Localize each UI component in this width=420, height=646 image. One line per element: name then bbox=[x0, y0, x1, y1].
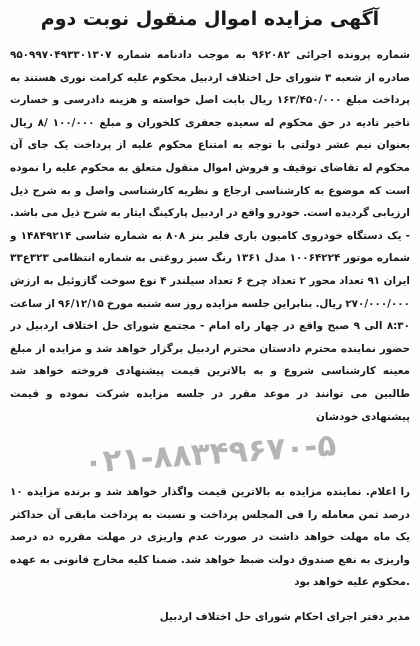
notice-body-main: شماره پرونده اجرائی ۹۶۲۰۸۲ به موجب دادنامه شماره ۹۵۰۹۹۷۰۴۹۳۳۰۱۳۰۷ صادره از شعبه ۳ شورای حل اختلاف اردبیل محکوم علیه کرامت نوری هستند به پرداخت مبلغ ۱۶۳/۴۵۰/۰۰۰ ریال بابت اصل خواسته و هزینه دادرسی و خسارت تاخیر تادیه در حق محکوم له سعیده جعفری کلخوران و مبلغ ۱۰۰/۰۰۰ /۸ ریال بعنوان نیم عشر دولتی با توجه به امتناع محکوم علیه از پرداخت یک جای آن محکوم له تقاضای توقیف و فروش اموال منقول متعلق به محکوم علیه را نموده است که موضوع به کارشناسی ارجاع و نظریه کارشناسی واصل و به شرح ذیل ارزیابی گردیده است. خودرو واقع در اردبیل پارکینگ ایثار به شرح ذیل می باشد. - یک دستگاه خودروی کامیون باری فلیر بنز ۸۰۸ به شماره شاسی ۱۴۸۴۹۲۱۴ و شماره موتور ۱۰۰۶۴۲۲۴ مدل ۱۳۶۱ رنگ سبز روغنی به شماره انتظامی ۳۲۳ع۳۳ ایران ۹۱ تعداد محور ۲ تعداد چرخ ۶ تعداد سیلندر ۴ نوع سوخت گازوئیل به ارزش ۲۷۰/۰۰۰/۰۰۰ ریال. بنابراین جلسه مزایده روز سه شنبه مورخ ۹۶/۱۲/۱۵ از ساعت ۸:۳۰ الی ۹ صبح واقع در چهار راه امام - مجتمع شورای حل اختلاف اردبیل در حضور نماینده محترم دادستان محترم اردبیل برگزار خواهد شد و مزایده از مبلغ معینه کارشناسی شروع و به بالاترین قیمت پیشنهادی فروخته خواهد شد طالبین می توانند در موعد مقرر در جلسه مزایده شرکت نموده و قیمت پیشنهادی خودشان bbox=[10, 49, 410, 423]
notice-signature: مدیر دفتر اجرای احکام شورای حل اختلاف اردبیل bbox=[159, 611, 410, 623]
notice-body-second: را اعلام. نماینده مزایده به بالاترین قیمت واگذار خواهد شد و برنده مزایده ۱۰ درصد ثمن معامله را فی المجلس پرداخت و نسبت به پرداخت مابقی آن حداکثر یک ماه مهلت خواهد داشت در صورت عدم واریزی در مهلت مقرره ده درصد واریزی به نفع صندوق دولت ضبط خواهد شد. ضمنا کلیه مخارج قانونی به عهده محکوم علیه خواهد بود. bbox=[10, 486, 410, 589]
phone-watermark: ۰۲۱-۸۸۳۴۹۶۷۰-۵ bbox=[82, 427, 338, 481]
notice-title: آگهی مزایده اموال منقول نوبت دوم bbox=[40, 8, 380, 30]
